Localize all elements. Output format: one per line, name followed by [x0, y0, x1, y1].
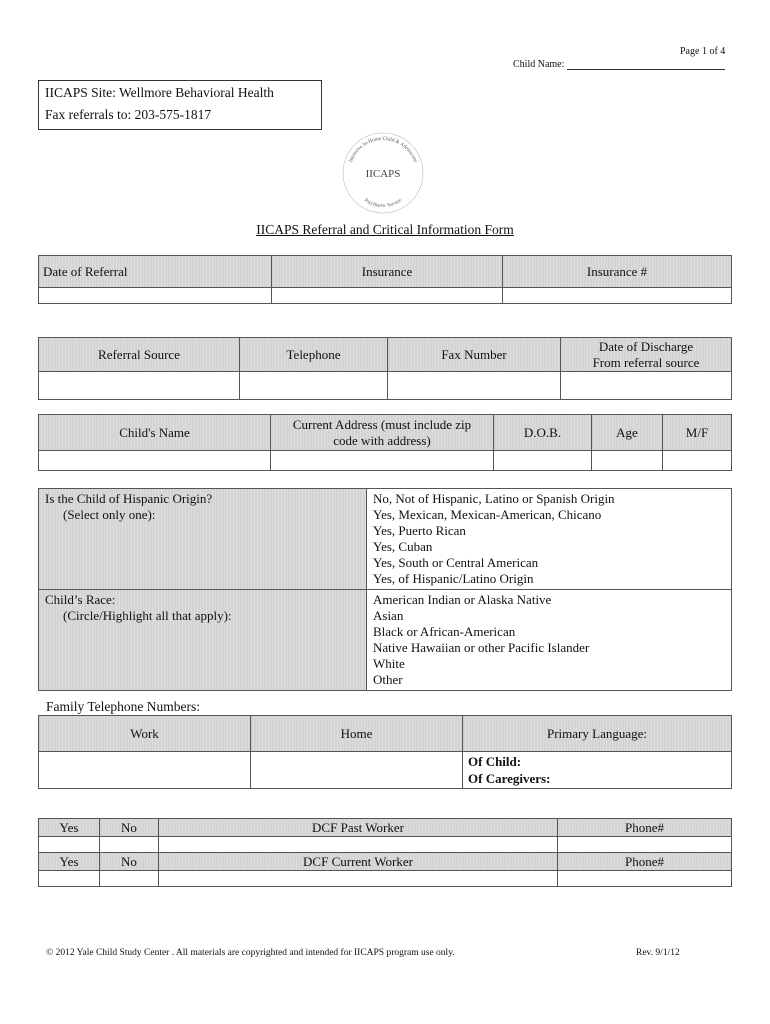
referral-source-field[interactable]	[39, 372, 240, 400]
date-of-discharge-header	[561, 338, 732, 372]
date-of-referral-field[interactable]	[39, 288, 272, 304]
logo-ring-bottom: Psychiatric Service	[363, 197, 403, 209]
telephone-field[interactable]	[240, 372, 388, 400]
hispanic-option[interactable]: Yes, of Hispanic/Latino Origin	[373, 571, 534, 586]
dcf-current-yes-field[interactable]	[39, 871, 100, 887]
insurance-field[interactable]	[272, 288, 503, 304]
form-title: IICAPS Referral and Critical Information Form	[256, 222, 514, 237]
referral-table	[38, 255, 732, 304]
dcf-past-phone-header: Phone#	[558, 819, 732, 837]
dcf-current-worker-header: DCF Current Worker	[159, 853, 558, 871]
dcf-current-no[interactable]: No	[100, 853, 159, 871]
dcf-current-worker-field[interactable]	[159, 871, 558, 887]
childs-name-field[interactable]	[39, 451, 271, 471]
dcf-current-phone-field[interactable]	[558, 871, 732, 887]
address-line-2: code with address)	[333, 432, 431, 448]
race-option[interactable]: American Indian or Alaska Native	[373, 592, 552, 607]
address-line-1: Current Address (must include zip	[292, 416, 472, 432]
primary-language-field[interactable]	[463, 752, 732, 789]
dcf-past-no[interactable]: No	[100, 819, 159, 837]
dcf-past-yes-field[interactable]	[39, 837, 100, 853]
child-info-table	[38, 414, 732, 471]
race-question: Child’s Race:	[45, 592, 116, 607]
telephone-header: Telephone	[240, 338, 388, 372]
dcf-past-no-field[interactable]	[100, 837, 159, 853]
site-name: IICAPS Site: Wellmore Behavioral Health	[45, 85, 274, 100]
insurance-number-header: Insurance #	[503, 256, 732, 288]
of-caregivers-label: Of Caregivers:	[468, 771, 551, 786]
home-phone-field[interactable]	[251, 752, 463, 789]
insurance-number-field[interactable]	[503, 288, 732, 304]
svg-text:Intensive In-Home Child & Adol	[348, 136, 418, 164]
work-header: Work	[39, 716, 251, 752]
fax-number: Fax referrals to: 203-575-1817	[45, 107, 212, 122]
age-header: Age	[592, 415, 663, 451]
fax-number-header: Fax Number	[388, 338, 561, 372]
dob-header: D.O.B.	[494, 415, 592, 451]
page-number: Page 1 of 4	[680, 46, 726, 57]
hispanic-origin-options	[367, 489, 732, 590]
primary-language-header: Primary Language:	[463, 716, 732, 752]
hispanic-option[interactable]: Yes, Puerto Rican	[373, 523, 466, 538]
ethnicity-race-table	[38, 488, 732, 691]
sex-field[interactable]	[663, 451, 732, 471]
copyright-notice: © 2012 Yale Child Study Center . All materials are copyrighted and intended for IICAPS program use only.	[46, 948, 455, 958]
sex-header: M/F	[663, 415, 732, 451]
family-telephone-title: Family Telephone Numbers:	[46, 699, 201, 714]
hispanic-option[interactable]: Yes, Mexican, Mexican-American, Chicano	[373, 507, 602, 522]
hispanic-option[interactable]: Yes, Cuban	[373, 539, 433, 554]
work-phone-field[interactable]	[39, 752, 251, 789]
race-options	[367, 590, 732, 691]
insurance-header: Insurance	[272, 256, 503, 288]
logo-text: IICAPS	[365, 168, 401, 180]
age-field[interactable]	[592, 451, 663, 471]
hispanic-origin-question-cell	[39, 489, 367, 590]
current-address-header	[271, 415, 494, 451]
referral-source-table	[38, 337, 732, 400]
dcf-current-yes[interactable]: Yes	[39, 853, 100, 871]
race-instruction: (Circle/Highlight all that apply):	[63, 608, 232, 623]
discharge-line-2: From referral source	[592, 354, 700, 370]
of-child-label: Of Child:	[468, 754, 522, 769]
fax-number-field[interactable]	[388, 372, 561, 400]
dob-field[interactable]	[494, 451, 592, 471]
family-telephone-table	[38, 715, 732, 789]
iicaps-logo	[340, 130, 426, 216]
race-option[interactable]: Black or African-American	[373, 624, 516, 639]
referral-source-header: Referral Source	[39, 338, 240, 372]
race-option[interactable]: White	[373, 656, 405, 671]
current-address-field[interactable]	[271, 451, 494, 471]
hispanic-option[interactable]: No, Not of Hispanic, Latino or Spanish Origin	[373, 491, 615, 506]
race-question-cell	[39, 590, 367, 691]
site-info-box	[38, 80, 322, 130]
revision-date: Rev. 9/1/12	[636, 948, 680, 958]
hispanic-origin-instruction: (Select only one):	[63, 507, 156, 522]
race-option[interactable]: Asian	[373, 608, 404, 623]
race-option[interactable]: Other	[373, 672, 403, 687]
svg-text:Psychiatric Service	[363, 197, 403, 209]
dcf-worker-table	[38, 818, 732, 887]
childs-name-header: Child's Name	[39, 415, 271, 451]
date-of-referral-header: Date of Referral	[39, 256, 272, 288]
dcf-past-worker-header: DCF Past Worker	[159, 819, 558, 837]
dcf-past-phone-field[interactable]	[558, 837, 732, 853]
dcf-current-no-field[interactable]	[100, 871, 159, 887]
home-header: Home	[251, 716, 463, 752]
dcf-past-yes[interactable]: Yes	[39, 819, 100, 837]
discharge-line-1: Date of Discharge	[598, 338, 694, 354]
child-name-label: Child Name:	[513, 59, 565, 70]
hispanic-option[interactable]: Yes, South or Central American	[373, 555, 539, 570]
race-option[interactable]: Native Hawaiian or other Pacific Islander	[373, 640, 590, 655]
dcf-current-phone-header: Phone#	[558, 853, 732, 871]
logo-ring-top: Intensive In-Home Child & Adolescent	[348, 135, 418, 164]
hispanic-origin-question: Is the Child of Hispanic Origin?	[45, 491, 213, 506]
dcf-past-worker-field[interactable]	[159, 837, 558, 853]
child-name-field[interactable]	[567, 69, 725, 70]
date-of-discharge-field[interactable]	[561, 372, 732, 400]
